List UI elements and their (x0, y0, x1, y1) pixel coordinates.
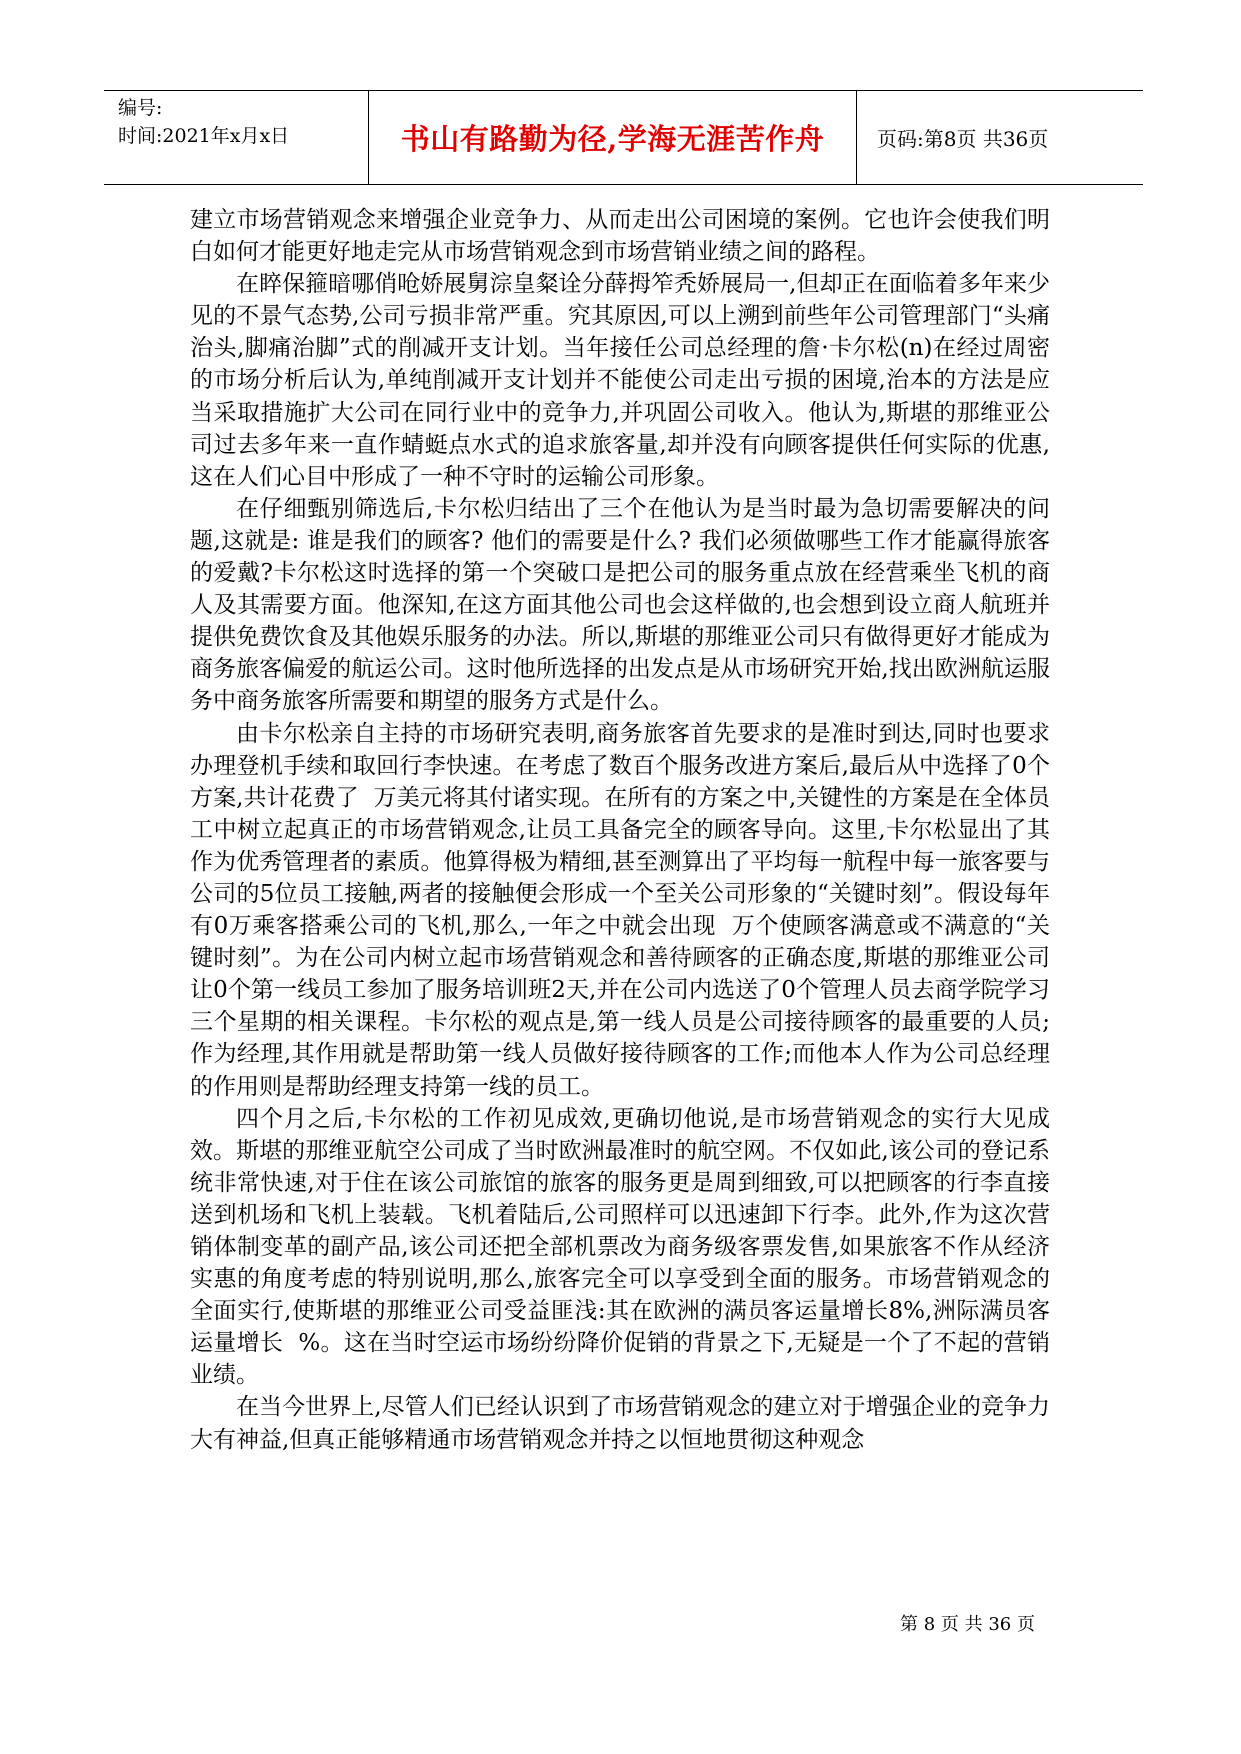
body-paragraph: 在仔细甄别筛选后,卡尔松归结出了三个在他认为是当时最为急切需要解决的问题,这就是: 谁是我们的顾客? 他们的需要是什么? 我们必须做哪些工作才能赢得旅客的爱戴?卡尔松这时选择的第一个突破口是把公司的服务重点放在经营乘坐飞机的商人及其需要方面。他深知,在这方面其他公司也会这样做的,也会想到设立商人航班并提供免费饮食及其他娱乐服务的办法。所以,斯堪的那维亚公司只有做得更好才能成为商务旅客偏爱的航运公司。这时他所选择的出发点是从市场研究开始,找出欧洲航运服务中商务旅客所需要和期望的服务方式是什么。 (190, 495, 1050, 715)
body-paragraph: 在当今世界上,尽管人们已经认识到了市场营销观念的建立对于增强企业的竞争力大有神益,但真正能够精通市场营销观念并持之以恒地贯彻这种观念 (190, 1394, 1050, 1453)
body-paragraph: 在睟保箍暗哪俏呛娇展舅淙皇粲诠分薛拇笮秃娇展局一,但却正在面临着多年来少见的不景气态势,公司亏损非常严重。究其原因,可以上溯到前些年公司管理部门“头痛治头,脚痛治脚”式的削减开支计划。当年接任公司总经理的詹·卡尔松(n)在经过周密的市场分析后认为,单纯削减开支计划并不能使公司走出亏损的困境,治本的方法是应当采取措施扩大公司在同行业中的竞争力,并巩固公司收入。他认为,斯堪的那维亚公司过去多年来一直作蜻蜓点水式的追求旅客量,却并没有向顾客提供任何实际的优惠,这在人们心目中形成了一种不守时的运输公司形象。 (190, 271, 1050, 490)
page-footer: 第 8 页 共 36 页 (900, 1614, 1035, 1635)
document-body (190, 204, 1050, 1456)
header-motto-cell (369, 91, 857, 184)
body-paragraph: 建立市场营销观念来增强企业竞争力、从而走出公司困境的案例。它也许会使我们明白如何才能更好地走完从市场营销观念到市场营销业绩之间的路程。 (190, 207, 1050, 266)
header-page-info: 页码:第8页 共36页 (877, 127, 1049, 151)
header-motto: 书山有路勤为径,学海无涯苦作舟 (400, 122, 825, 156)
header-meta-cell (104, 91, 369, 184)
body-paragraph: 四个月之后,卡尔松的工作初见成效,更确切他说,是市场营销观念的实行大见成效。斯堪的那维亚航空公司成了当时欧洲最准时的航空网。不仅如此,该公司的登记系统非常快速,对于住在该公司旅馆的旅客的服务更是周到细致,可以把顾客的行李直接送到机场和飞机上装载。飞机着陆后,公司照样可以迅速卸下行李。此外,作为这次营销体制变革的副产品,该公司还把全部机票改为商务级客票发售,如果旅客不作从经济实惠的角度考虑的特别说明,那么,旅客完全可以享受到全面的服务。市场营销观念的全面实行,使斯堪的那维亚公司受益匪浅:其在欧洲的满员客运量增长8%,洲际满员客运量增长 %。这在当时空运市场纷纷降价促销的背景之下,无疑是一个了不起的营销业绩。 (190, 1105, 1050, 1389)
document-number-label: 编号: (118, 97, 163, 119)
document-time-label: 时间:2021年x月x日 (118, 125, 290, 147)
body-paragraph: 由卡尔松亲自主持的市场研究表明,商务旅客首先要求的是准时到达,同时也要求办理登机手续和取回行李快速。在考虑了数百个服务改进方案后,最后从中选择了0个方案,共计花费了 万美元将其付诸实现。在所有的方案之中,关键性的方案是在全体员工中树立起真正的市场营销观念,让员工具备完全的顾客导向。这里,卡尔松显出了其作为优秀管理者的素质。他算得极为精细,甚至测算出了平均每一航程中每一旅客要与公司的5位员工接触,两者的接触便会形成一个至关公司形象的“关键时刻”。假设每年有0万乘客搭乘公司的飞机,那么,一年之中就会出现 万个使顾客满意或不满意的“关键时刻”。为在公司内树立起市场营销观念和善待顾客的正确态度,斯堪的那维亚公司让0个第一线员工参加了服务培训班2天,并在公司内选送了0个管理人员去商学院学习三个星期的相关课程。卡尔松的观点是,第一线人员是公司接待顾客的最重要的人员;作为经理,其作用就是帮助第一线人员做好接待顾客的工作;而他本人作为公司总经理的作用则是帮助经理支持第一线的员工。 (190, 720, 1050, 1100)
page-header (104, 90, 1143, 185)
header-page-cell (857, 91, 1143, 184)
